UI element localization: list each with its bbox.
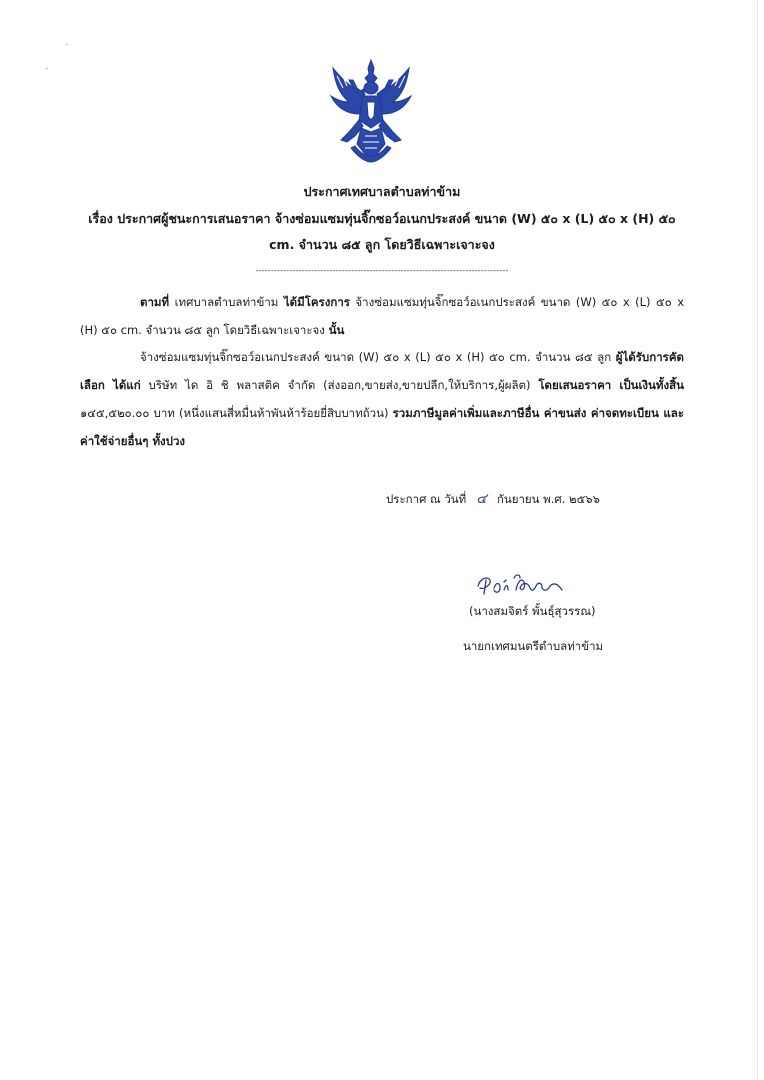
paragraph1-end: นั้น: [328, 323, 345, 337]
paragraph1-org: เทศบาลตำบลท่าข้าม: [169, 295, 284, 309]
subject-text: จ้างซ่อมแซมทุ่นจิ๊กซอว์อเนกประสงค์ ขนาด (W) ๕๐ x (L) ๕๐ x (H) ๕๐ cm. จำนวน ๘๕ ลูก โดยวิธีเฉพาะเจาะจง: [269, 211, 676, 252]
price-terms: รวมภาษีมูลค่าเพิ่มและภาษีอื่น ค่าขนส่ง ค่าจดทะเบียน และค่าใช้จ่ายอื่นๆ ทั้งปวง: [80, 406, 684, 448]
garuda-emblem-icon: [327, 58, 415, 164]
paragraph1-has-project: ได้มีโครงการ: [283, 295, 350, 309]
signer-name: (นางสมจิตร์ พั้นธุ์สุวรรณ): [469, 604, 596, 618]
divider-line: ----------------------------------------------------------------------------------: [255, 266, 509, 275]
handwritten-signature: [470, 568, 570, 608]
price-amount: ๑๔๕,๕๒๐.๐๐ บาท (หนึ่งแสนสี่หมื่นห้าพันห้าร้อยยี่สิบบาทถ้วน): [80, 406, 393, 420]
winner-name: บริษัท ได อิ ชิ พลาสติค จำกัด (ส่งออก,ขายส่ง,ขายปลีก,ให้บริการ,ผู้ผลิต): [140, 378, 539, 392]
scan-speck: [46, 68, 48, 69]
scan-speck: [66, 44, 68, 45]
date-prefix: ประกาศ ณ วันที่: [386, 492, 467, 506]
paragraph2-item: จ้างซ่อมแซมทุ่นจิ๊กซอว์อเนกประสงค์ ขนาด (W) ๕๐ x (L) ๕๐ x (H) ๕๐ cm. จำนวน ๘๕ ลูก: [140, 350, 616, 364]
paragraph1-lead: ตามที่: [140, 295, 170, 309]
paragraph-winner: [80, 343, 684, 455]
winner-label: ผู้ได้รับการคัดเลือก ได้แก่: [80, 350, 684, 392]
announcement-date: [386, 488, 600, 510]
subject-label: เรื่อง ประกาศผู้ชนะการเสนอราคา: [88, 211, 271, 226]
announcement-subject: [80, 206, 684, 258]
signer-position: นายกเทศมนตรีตำบลท่าข้าม: [463, 639, 604, 653]
date-day: ๔: [476, 491, 487, 507]
announcement-title: ประกาศเทศบาลตำบลท่าข้าม: [303, 184, 461, 199]
paragraph-project: [80, 288, 684, 344]
page-edge: [757, 0, 758, 1080]
paragraph1-body: จ้างซ่อมแซมทุ่นจิ๊กซอว์อเนกประสงค์ ขนาด (W) ๕๐ x (L) ๕๐ x (H) ๕๐ cm. จำนวน ๘๕ ลูก โดยวิธีเฉพาะเจาะจง: [80, 295, 684, 337]
date-month-year: กันยายน พ.ศ. ๒๕๖๖: [496, 492, 600, 506]
price-label: โดยเสนอราคา เป็นเงินทั้งสิ้น: [538, 378, 684, 392]
